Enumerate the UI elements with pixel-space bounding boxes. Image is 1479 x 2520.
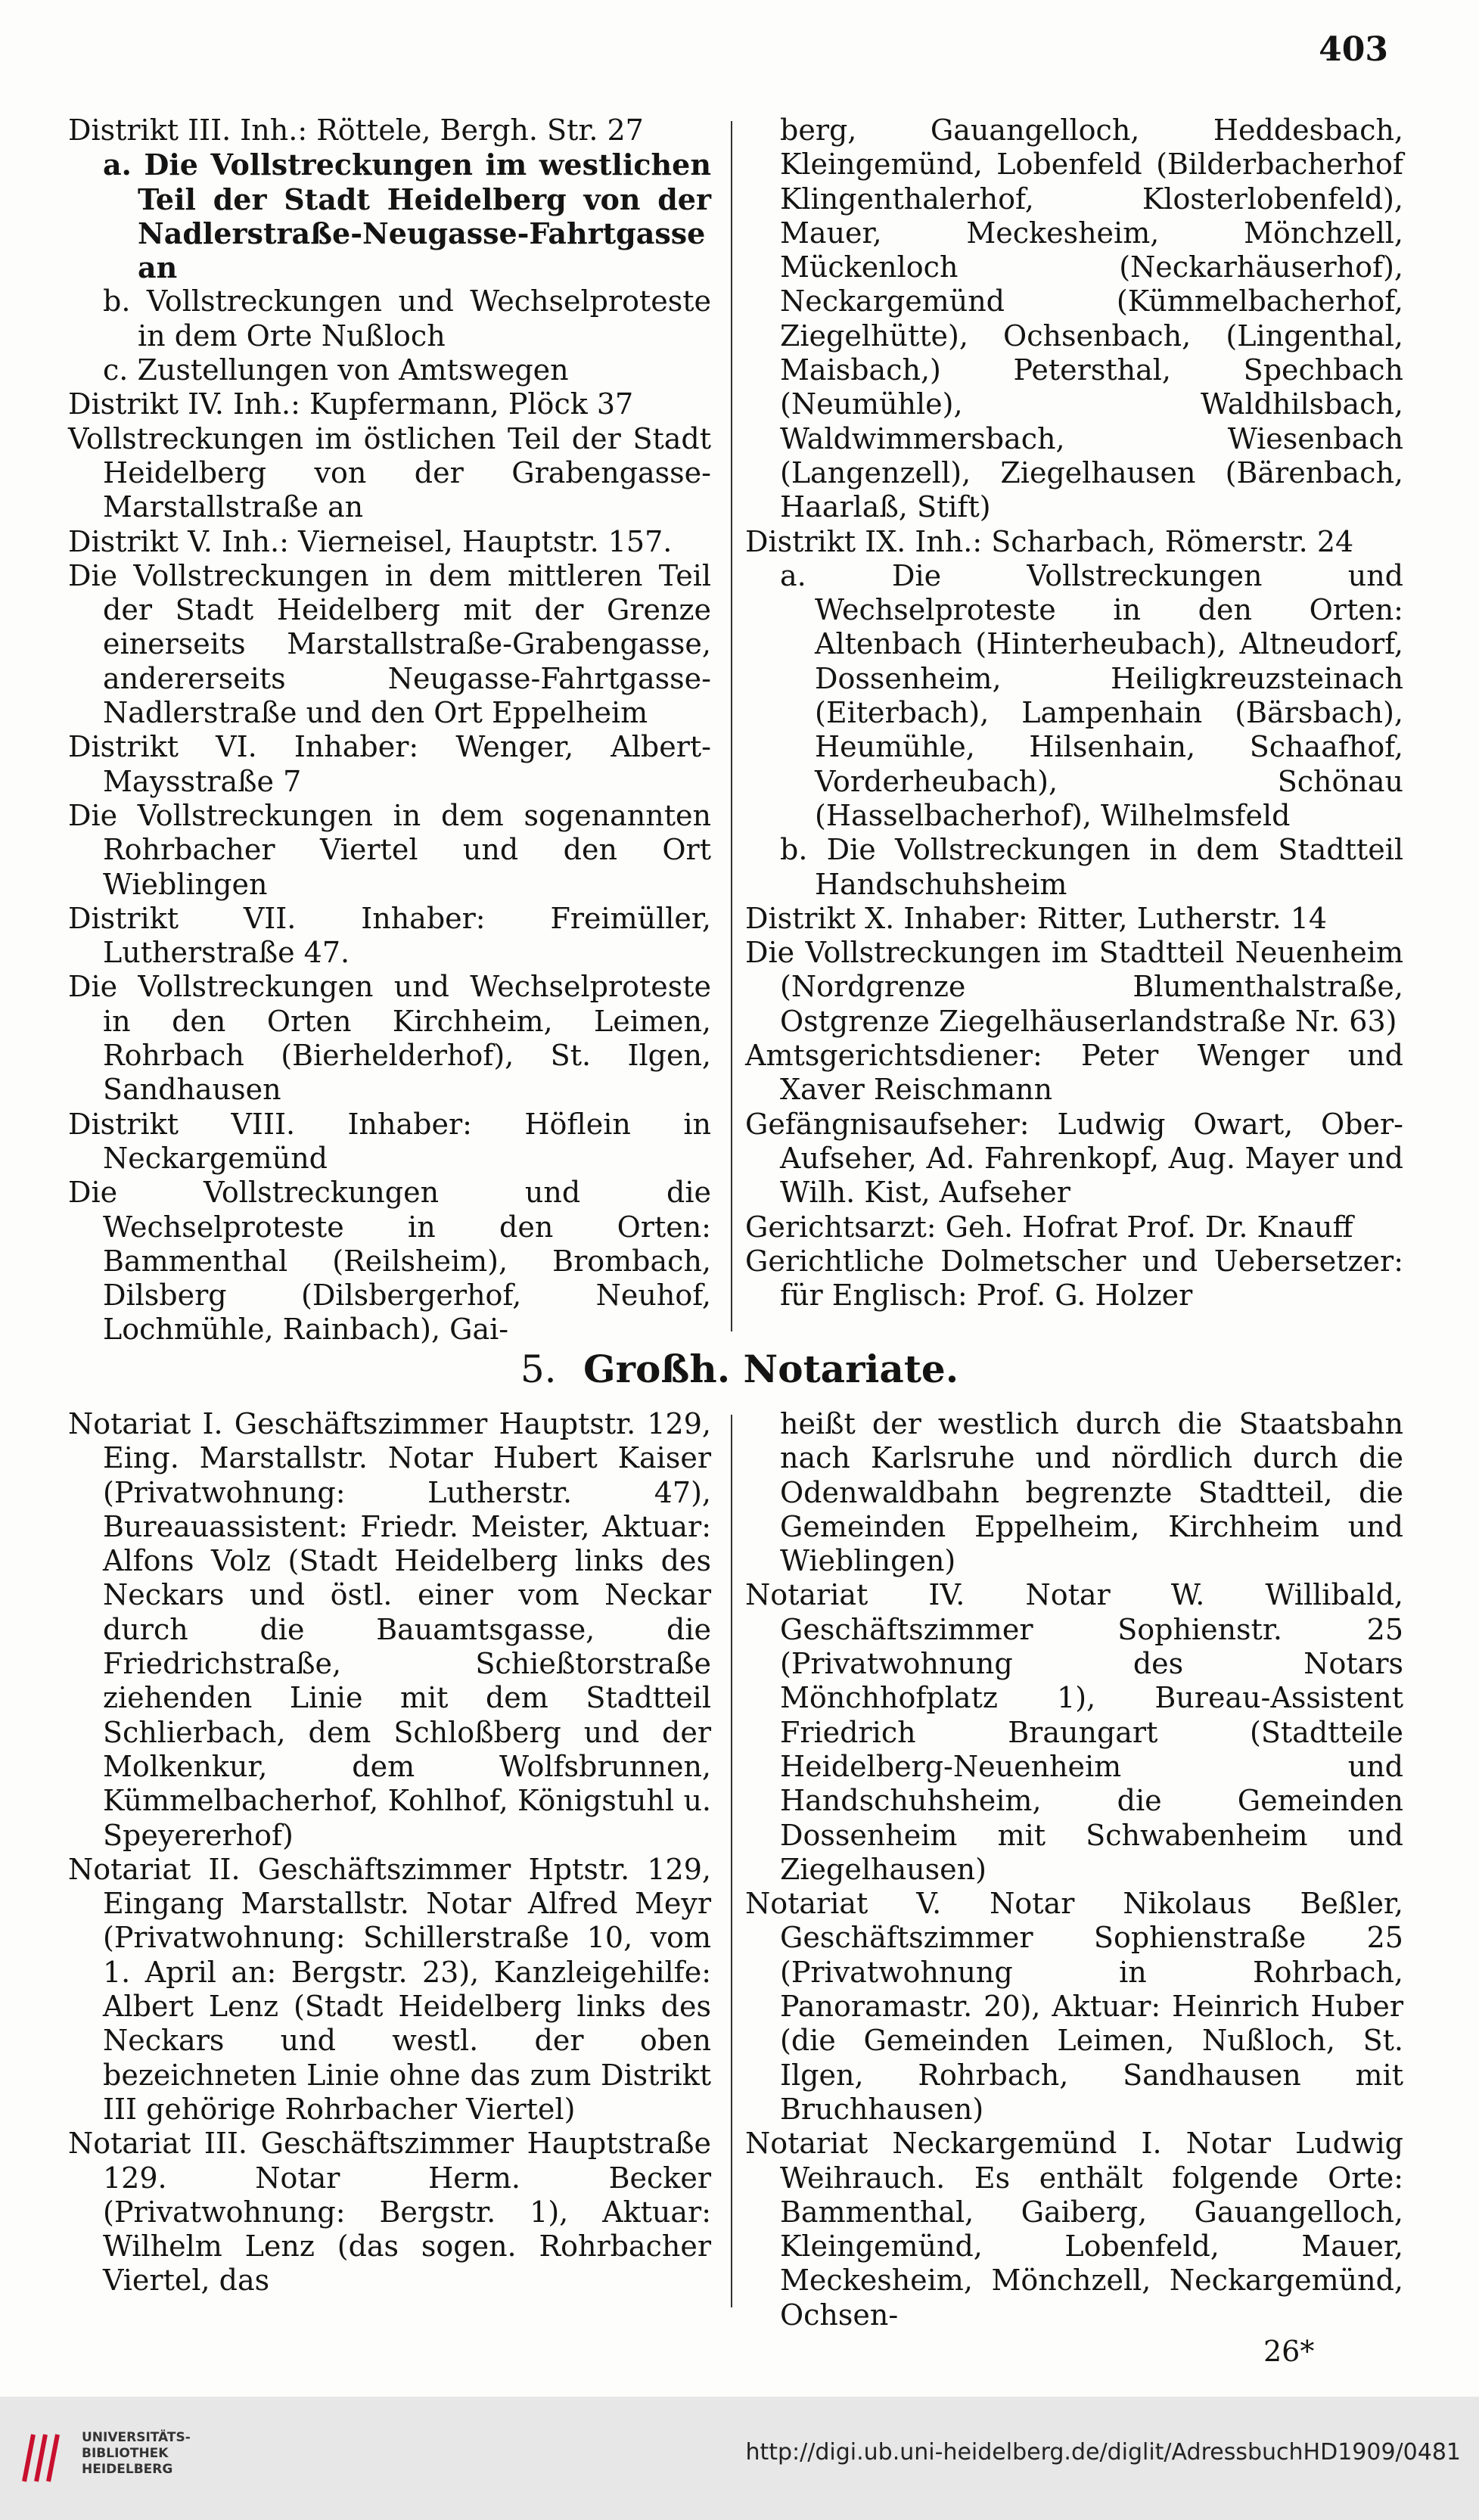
section-number: 5. [520,1347,557,1391]
entry: Gerichtsarzt: Geh. Hofrat Prof. Dr. Knauff [745,1210,1353,1244]
source-url[interactable]: http://digi.ub.uni-heidelberg.de/diglit/AdressbuchHD1909/0481 [745,2439,1461,2466]
entry: b. Vollstreckungen und Wechselproteste in dem Orte Nußloch [103,284,711,353]
entry: Distrikt X. Inhaber: Ritter, Lutherstr. 14 [745,901,1328,935]
section-title: Großh. Notariate. [583,1347,959,1391]
lower-left-column [68,1407,711,2298]
entry: Distrikt IX. Inh.: Scharbach, Römerstr. 24 [745,524,1354,558]
lower-right-column [745,1407,1403,2332]
entry: Die Vollstreckungen und die Wechselproteste in den Orten: Bammenthal (Reilsheim), Brombach, Dilsberg (Dilsbergerhof, Neuhof, Lochmühle, Rainbach), Gai- [68,1176,711,1347]
entry: Distrikt VII. Inhaber: Freimüller, Lutherstraße 47. [68,901,711,970]
entry: Gefängnisaufseher: Ludwig Owart, Ober-Aufseher, Ad. Fahrenkopf, Aug. Mayer und Wilh. Kist, Aufseher [745,1107,1403,1210]
logo-line: HEIDELBERG [82,2462,173,2477]
entry: b. Die Vollstreckungen in dem Stadtteil Handschuhsheim [780,833,1403,901]
signature-mark: 26* [1263,2335,1315,2368]
entry: Die Vollstreckungen in dem sogenannten Rohrbacher Viertel und den Ort Wieblingen [68,798,711,901]
entry: Distrikt III. Inh.: Röttele, Bergh. Str. 27 [68,113,644,147]
entry: c. Zustellungen von Amtswegen [103,353,569,387]
entry: Notariat II. Geschäftszimmer Hptstr. 129, Eingang Marstallstr. Notar Alfred Meyr (Privatwohnung: Schillerstraße 10, vom 1. April an: Bergstr. 23), Kanzleigehilfe: Albert Lenz (Stadt Heidelberg links des Neckars und westl. der oben bezeichneten Linie ohne das zum Distrikt III gehörige Rohrbacher Viertel) [68,1852,711,2126]
entry: Distrikt IV. Inh.: Kupfermann, Plöck 37 [68,387,634,421]
entry: Notariat I. Geschäftszimmer Hauptstr. 129, Eing. Marstallstr. Notar Hubert Kaiser (Privatwohnung: Lutherstr. 47), Bureauassistent: Friedr. Meister, Aktuar: Alfons Volz (Stadt Heidelberg links des Neckars und östl. einer vom Neckar durch die Bauamtsgasse, die Friedrichstraße, Schießtorstraße ziehenden Linie mit dem Stadtteil Schlierbach, dem Schloßberg und der Molkenkur, dem Wolfsbrunnen, Kümmelbacherhof, Kohlhof, Königstuhl u. Speyererhof) [68,1407,711,1852]
logo-line: BIBLIOTHEK [82,2446,169,2461]
entry: Distrikt V. Inh.: Vierneisel, Hauptstr. 157. [68,524,673,558]
entry: Notariat III. Geschäftszimmer Hauptstraße 129. Notar Herm. Becker (Privatwohnung: Bergstr. 1), Aktuar: Wilhelm Lenz (das sogen. Rohrbacher Viertel, das [68,2127,711,2298]
entry: Notariat IV. Notar W. Willibald, Geschäftszimmer Sophienstr. 25 (Privatwohnung des Notars Mönchhofplatz 1), Bureau-Assistent Friedrich Braungart (Stadtteile Heidelberg-Neuenheim und Handschuhsheim, die Gemeinden Dossenheim mit Schwabenheim und Ziegelhausen) [745,1578,1403,1886]
entry: Notariat Neckargemünd I. Notar Ludwig Weihrauch. Es enthält folgende Orte: Bammenthal, Gaiberg, Gauangelloch, Kleingemünd, Lobenfeld, Mauer, Meckesheim, Mönchzell, Neckargemünd, Ochsen- [745,2127,1403,2332]
library-logo-text [82,2430,191,2478]
entry: a. Die Vollstreckungen und Wechselproteste in den Orten: Altenbach (Hinterheubach), Altneudorf, Dossenheim, Heiligkreuzsteinach (Eiterbach), Lampenhain (Bärsbach), Heumühle, Hilsenhain, Schaafhof, Vorderheubach), Schönau (Hasselbacherhof), Wilhelmsfeld [780,558,1403,832]
entry: Distrikt VI. Inhaber: Wenger, Albert-Maysstraße 7 [68,730,711,798]
upper-column-divider [731,121,732,1331]
section-heading [0,1347,1479,1391]
entry: heißt der westlich durch die Staatsbahn nach Karlsruhe und nördlich durch die Odenwaldbahn begrenzte Stadtteil, die Gemeinden Eppelheim, Kirchheim und Wieblingen) [780,1407,1403,1578]
entry: Distrikt VIII. Inhaber: Höflein in Neckargemünd [68,1107,711,1175]
entry: Die Vollstreckungen und Wechselproteste in den Orten Kirchheim, Leimen, Rohrbach (Bierhelderhof), St. Ilgen, Sandhausen [68,970,711,1107]
entry: Notariat V. Notar Nikolaus Beßler, Geschäftszimmer Sophienstraße 25 (Privatwohnung in Rohrbach, Panoramastr. 20), Aktuar: Heinrich Huber (die Gemeinden Leimen, Nußloch, St. Ilgen, Rohrbach, Sandhausen mit Bruchhausen) [745,1887,1403,2126]
entry: a. Die Vollstreckungen im westlichen Teil der Stadt Heidelberg von der Nadlerstraße-Neugasse-Fahrtgasse an [103,148,711,285]
upper-left-column [68,113,711,1347]
entry: Vollstreckungen im östlichen Teil der Stadt Heidelberg von der Grabengasse-Marstallstraße an [68,421,711,524]
library-logo-icon [17,2428,68,2486]
upper-right-column [745,113,1403,1313]
entry: Amtsgerichtsdiener: Peter Wenger und Xaver Reischmann [745,1039,1403,1107]
entry: berg, Gauangelloch, Heddesbach, Kleingemünd, Lobenfeld (Bilderbacherhof Klingenthalerhof, Klosterlobenfeld), Mauer, Meckesheim, Mönchzell, Mückenloch (Neckarhäuserhof), Neckargemünd (Kümmelbacherhof, Ziegelhütte), Ochsenbach, (Lingenthal, Maisbach,) Petersthal, Spechbach (Neumühle), Waldhilsbach, Waldwimmersbach, Wiesenbach (Langenzell), Ziegelhausen (Bärenbach, Haarlaß, Stift) [780,113,1403,524]
entry: Die Vollstreckungen in dem mittleren Teil der Stadt Heidelberg mit der Grenze einerseits Marstallstraße-Grabengasse, andererseits Neugasse-Fahrtgasse-Nadlerstraße und den Ort Eppelheim [68,558,711,730]
lower-column-divider [731,1415,732,2307]
entry: Die Vollstreckungen im Stadtteil Neuenheim (Nordgrenze Blumenthalstraße, Ostgrenze Ziegelhäuserlandstraße Nr. 63) [745,936,1403,1038]
footer-bar [0,2397,1479,2520]
entry: Gerichtliche Dolmetscher und Uebersetzer: für Englisch: Prof. G. Holzer [745,1244,1403,1313]
page-number: 403 [1319,30,1388,69]
logo-line: UNIVERSITÄTS- [82,2430,191,2445]
